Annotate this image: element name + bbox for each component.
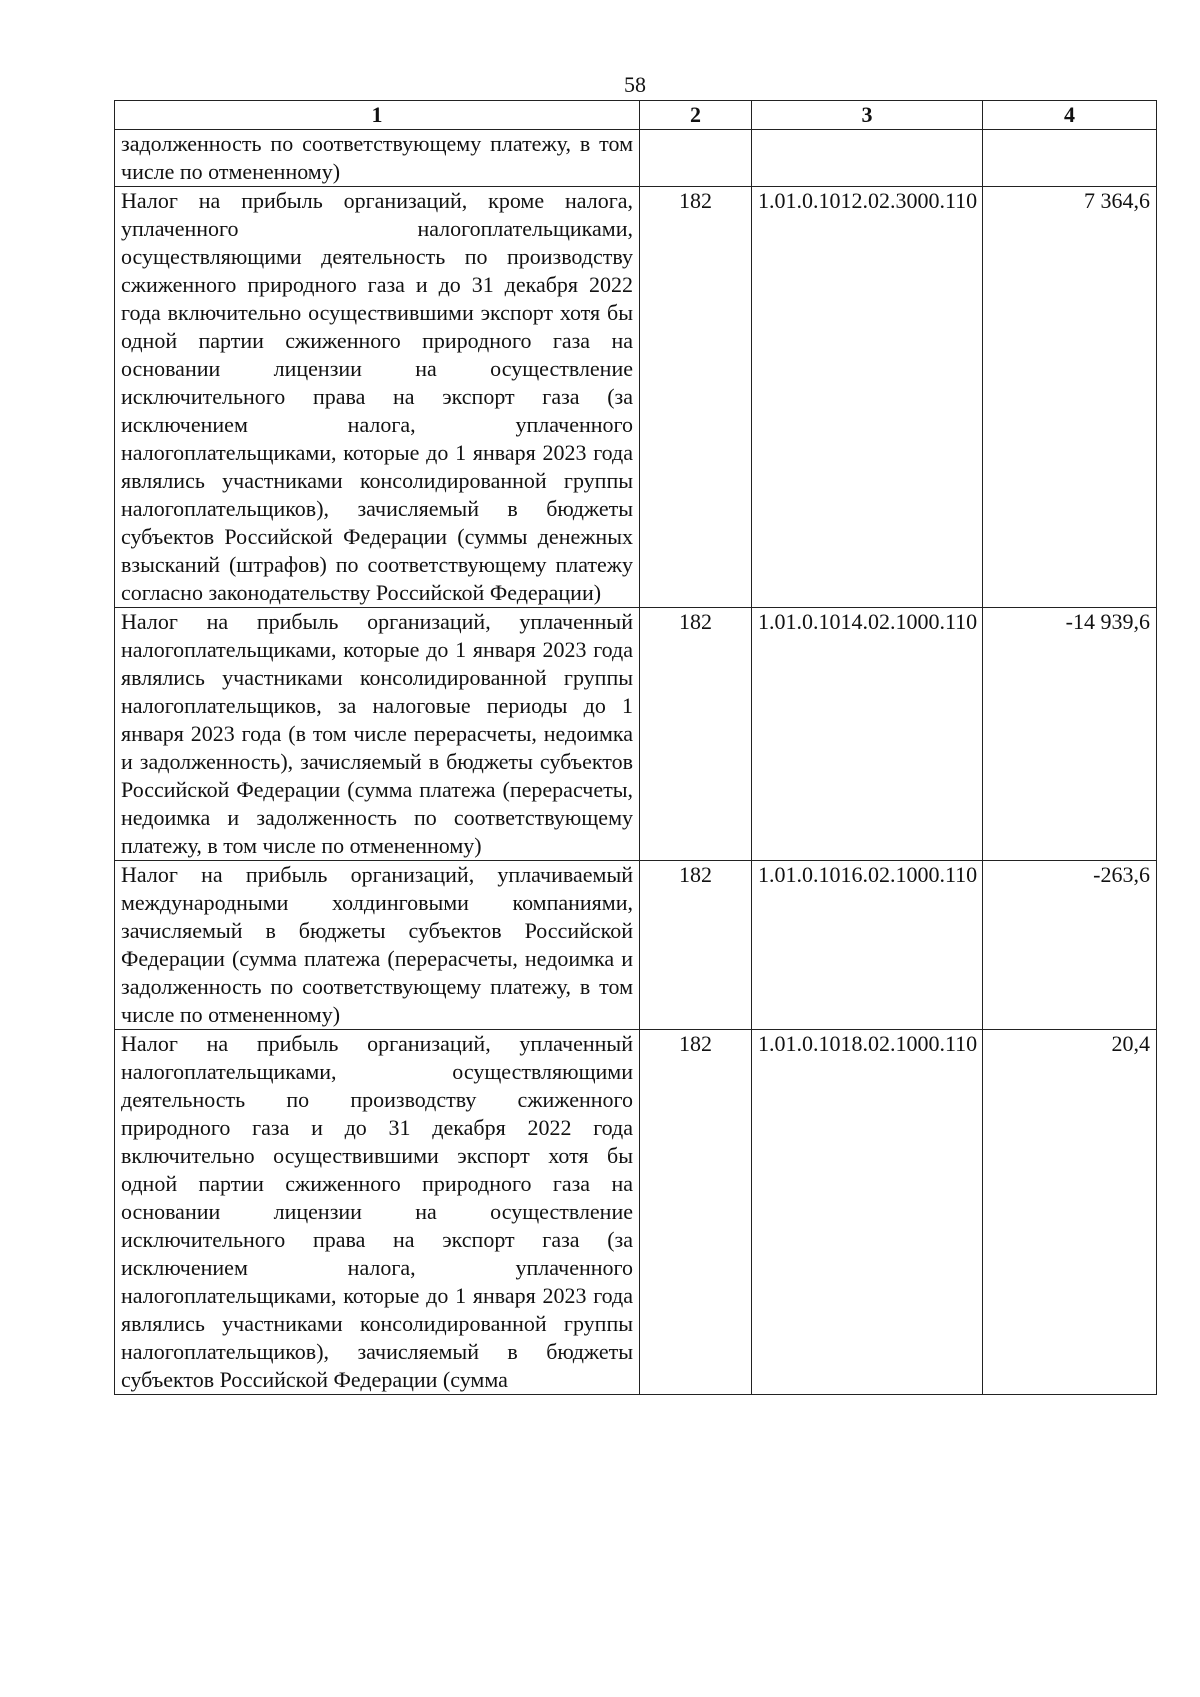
budget-table [114, 100, 1157, 1395]
row-admin-code: 182 [640, 187, 752, 608]
row-admin-code: 182 [640, 608, 752, 861]
row-admin-code [640, 130, 752, 187]
table-row [115, 187, 1157, 608]
row-admin-code: 182 [640, 861, 752, 1030]
row-description: Налог на прибыль организаций, уплаченный налогоплательщиками, которые до 1 января 2023 года являлись участниками консолидированной группы налогоплательщиков, за налоговые периоды до 1 января 2023 года (в том числе перерасчеты, недоимка и задолженность), зачисляемый в бюджеты субъектов Российской Федерации (сумма платежа (перерасчеты, недоимка и задолженность по соответствующему платежу, в том числе по отмененному) [115, 608, 640, 861]
row-budget-code: 1.01.0.1014.02.1000.110 [752, 608, 983, 861]
table-row [115, 608, 1157, 861]
row-description: задолженность по соответствующему платежу, в том числе по отмененному) [115, 130, 640, 187]
table-row [115, 861, 1157, 1030]
row-amount: -263,6 [983, 861, 1157, 1030]
row-amount: -14 939,6 [983, 608, 1157, 861]
table-row [115, 1030, 1157, 1395]
row-description: Налог на прибыль организаций, уплачиваемый международными холдинговыми компаниями, зачисляемый в бюджеты субъектов Российской Федерации (сумма платежа (перерасчеты, недоимка и задолженность по соответствующему платежу, в том числе по отмененному) [115, 861, 640, 1030]
row-amount [983, 130, 1157, 187]
column-header-3: 3 [752, 101, 983, 130]
row-amount: 7 364,6 [983, 187, 1157, 608]
row-admin-code: 182 [640, 1030, 752, 1395]
row-budget-code [752, 130, 983, 187]
row-description: Налог на прибыль организаций, уплаченный налогоплательщиками, осуществляющими деятельность по производству сжиженного природного газа и до 31 декабря 2022 года включительно осуществившими экспорт хотя бы одной партии сжиженного природного газа на основании лицензии на осуществление исключительного права на экспорт газа (за исключением налога, уплаченного налогоплательщиками, которые до 1 января 2023 года являлись участниками консолидированной группы налогоплательщиков), зачисляемый в бюджеты субъектов Российской Федерации (сумма [115, 1030, 640, 1395]
table-body [115, 130, 1157, 1395]
header-row [115, 101, 1157, 130]
table-header [115, 101, 1157, 130]
row-budget-code: 1.01.0.1018.02.1000.110 [752, 1030, 983, 1395]
row-budget-code: 1.01.0.1012.02.3000.110 [752, 187, 983, 608]
row-description: Налог на прибыль организаций, кроме налога, уплаченного налогоплательщиками, осуществляющими деятельность по производству сжиженного природного газа и до 31 декабря 2022 года включительно осуществившими экспорт хотя бы одной партии сжиженного природного газа на основании лицензии на осуществление исключительного права на экспорт газа (за исключением налога, уплаченного налогоплательщиками, которые до 1 января 2023 года являлись участниками консолидированной группы налогоплательщиков), зачисляемый в бюджеты субъектов Российской Федерации (суммы денежных взысканий (штрафов) по соответствующему платежу согласно законодательству Российской Федерации) [115, 187, 640, 608]
column-header-4: 4 [983, 101, 1157, 130]
column-header-2: 2 [640, 101, 752, 130]
row-amount: 20,4 [983, 1030, 1157, 1395]
row-budget-code: 1.01.0.1016.02.1000.110 [752, 861, 983, 1030]
column-header-1: 1 [115, 101, 640, 130]
page-number: 58 [624, 72, 646, 97]
table-row [115, 130, 1157, 187]
